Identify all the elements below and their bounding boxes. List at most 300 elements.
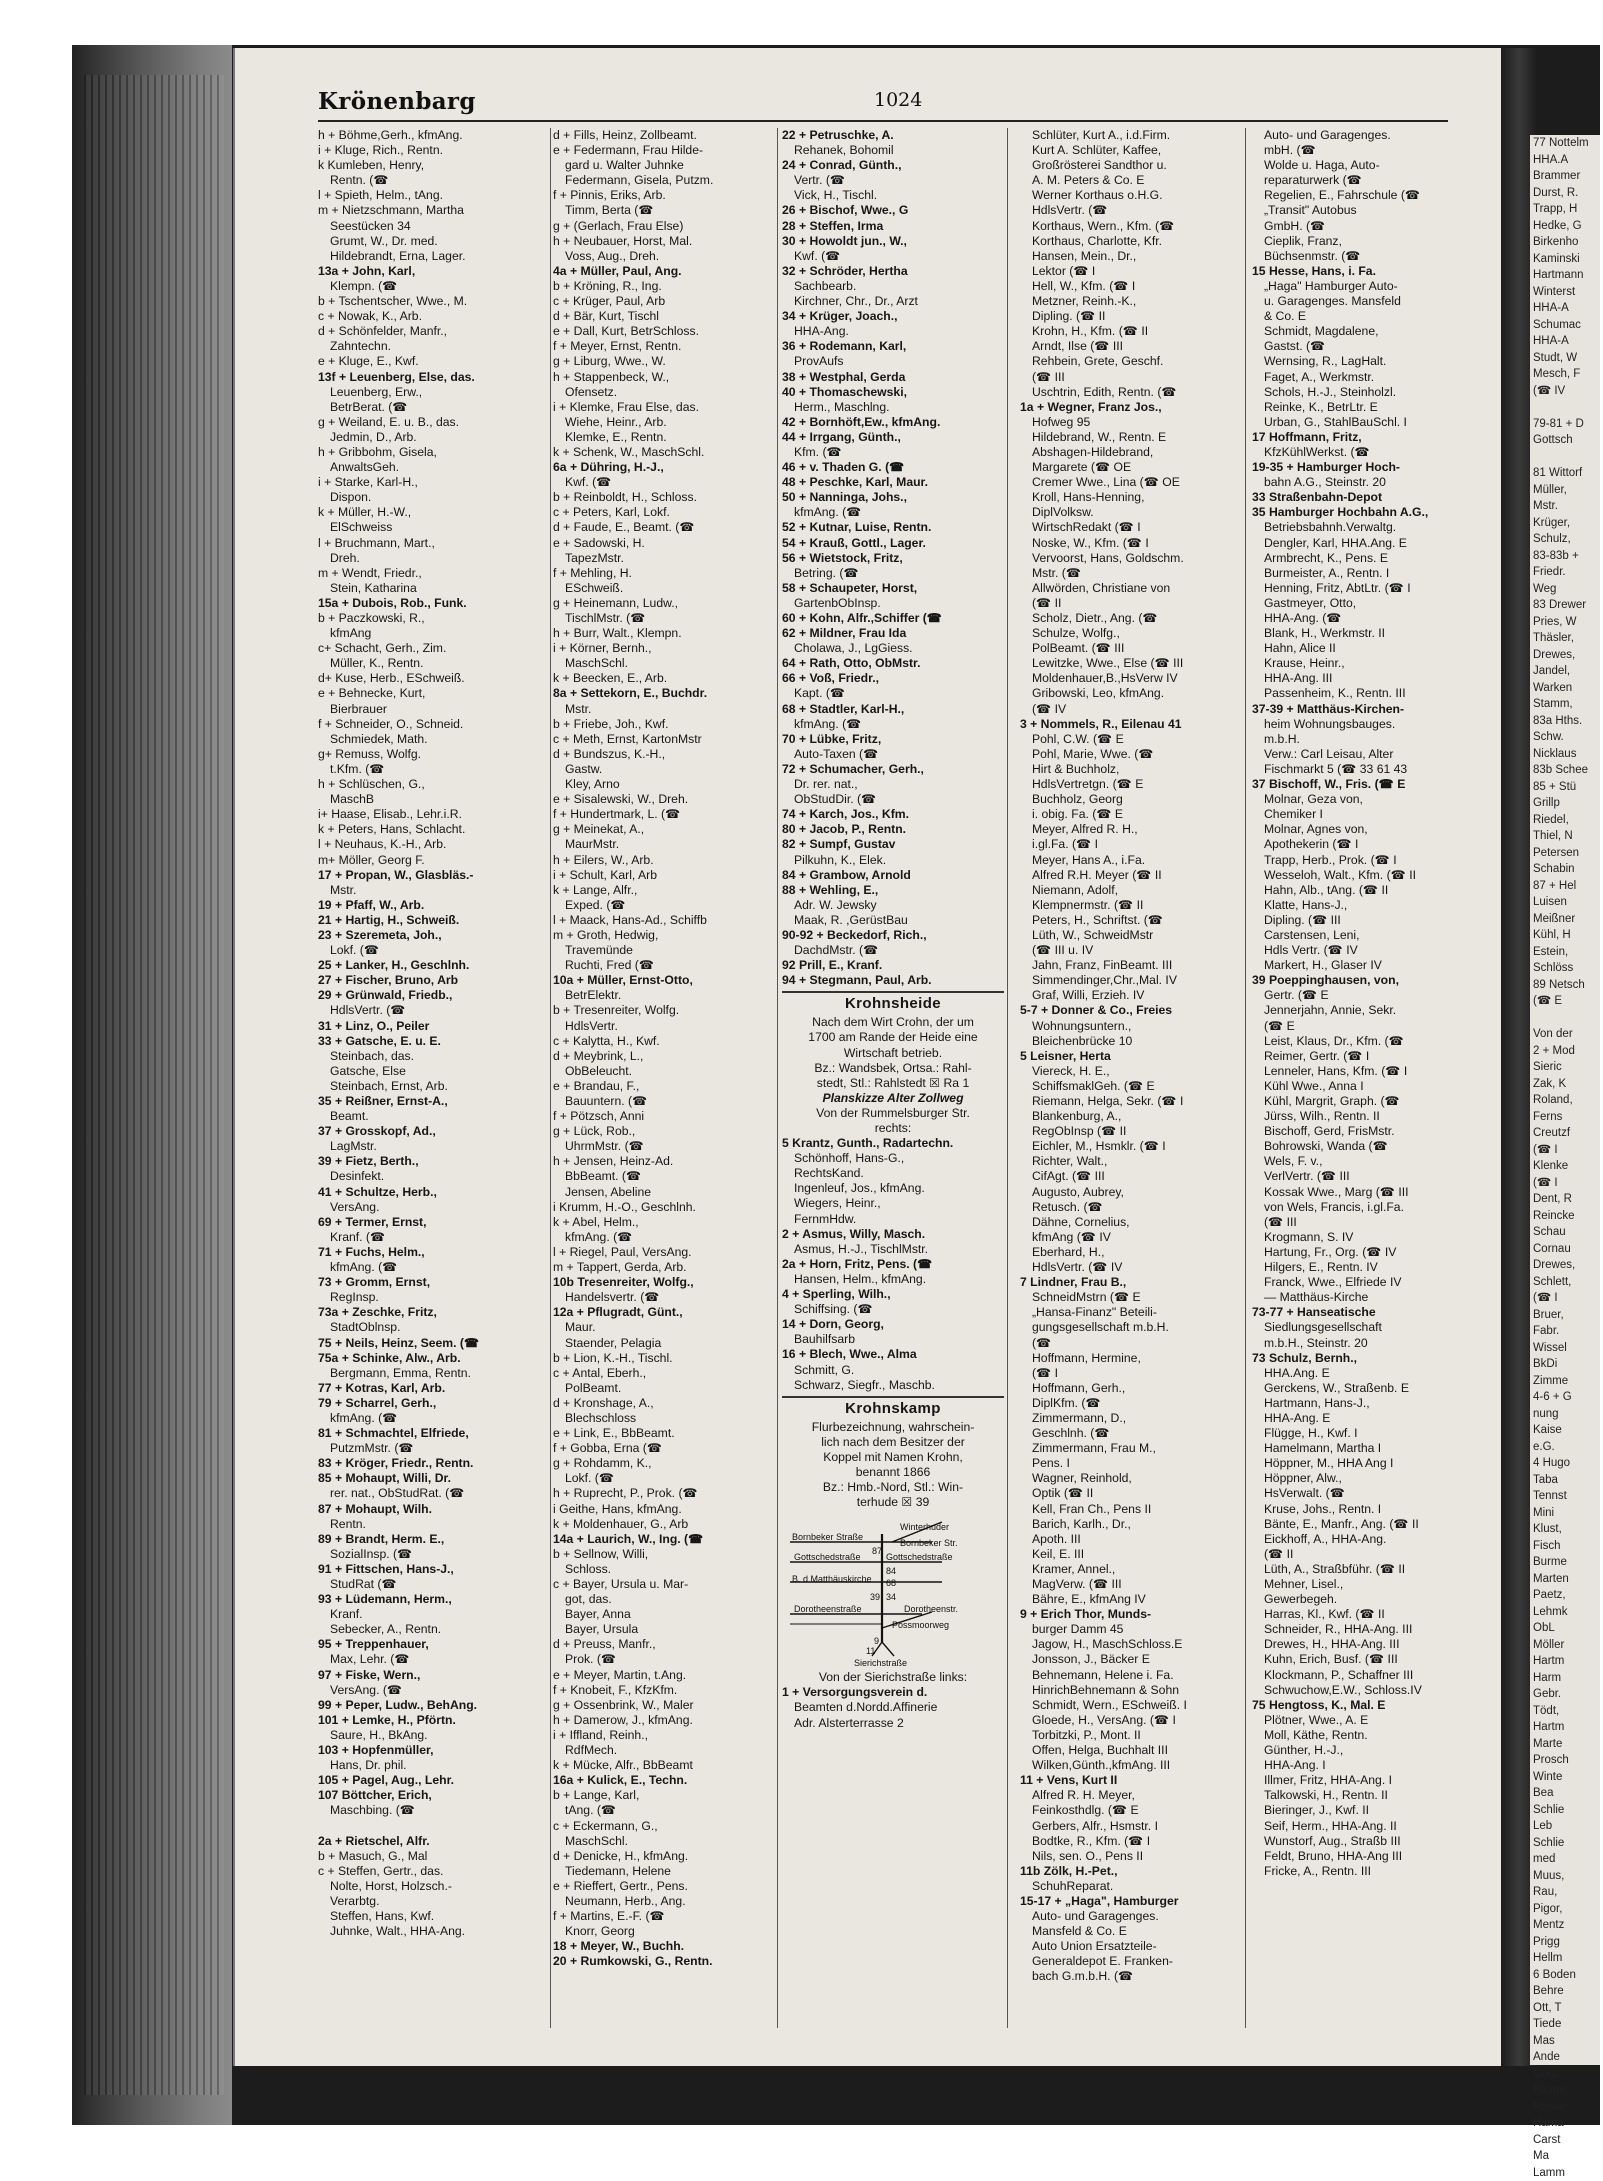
directory-entry-line: e + Brandau, F., — [553, 1079, 775, 1094]
directory-entry-line: 107 Böttcher, Erich, — [318, 1788, 548, 1803]
directory-entry-line: Trapp, Herb., Prok. (☎ I — [1252, 853, 1467, 868]
facing-page-line: Ande — [1533, 2049, 1603, 2066]
directory-entry-line: „Hansa-Finanz" Beteili- — [1020, 1305, 1242, 1320]
facing-page-line: Thäsler, — [1533, 630, 1603, 647]
map-label-n34: 34 — [886, 1590, 896, 1605]
directory-entry-line: Neumann, Herb., Ang. — [553, 1894, 775, 1909]
directory-entry-line: Cieplik, Franz, — [1252, 234, 1467, 249]
directory-entry-line: Wolde u. Haga, Auto- — [1252, 158, 1467, 173]
directory-entry-line: Bleichenbrücke 10 — [1020, 1034, 1242, 1049]
directory-entry-line: f + Mehling, H. — [553, 566, 775, 581]
directory-entry-line: i+ Haase, Elisab., Lehr.i.R. — [318, 807, 548, 822]
directory-entry-line: 25 + Lanker, H., Geschlnh. — [318, 958, 548, 973]
directory-entry-line: Hdls Vertr. (☎ IV — [1252, 943, 1467, 958]
directory-entry-line: Korthaus, Wern., Kfm. (☎ — [1020, 219, 1242, 234]
directory-entry-line: Apoth. III — [1020, 1532, 1242, 1547]
facing-page-line: Hartmann — [1533, 267, 1603, 284]
directory-entry-line: d + Bundszus, K.-H., — [553, 747, 775, 762]
directory-entry-line: m + Groth, Hedwig, — [553, 928, 775, 943]
directory-entry-line: 4 + Sperling, Wilh., — [782, 1287, 1004, 1302]
directory-entry-line: Graf, Willi, Erzieh. IV — [1020, 988, 1242, 1003]
directory-entry-line: Travemünde — [553, 943, 775, 958]
directory-entry-line: Juhnke, Walt., HHA-Ang. — [318, 1924, 548, 1939]
directory-entry-line: Jahn, Franz, FinBeamt. III — [1020, 958, 1242, 973]
map-label-bornbeker2: Bornbeker Str. — [900, 1536, 958, 1551]
facing-page-line: Mesch, F — [1533, 366, 1603, 383]
directory-entry-line: SozialInsp. (☎ — [318, 1547, 548, 1562]
directory-entry-line: 48 + Peschke, Karl, Maur. — [782, 475, 1004, 490]
directory-entry-line: Leuenberg, Erw., — [318, 385, 548, 400]
directory-entry-line: MaurMstr. — [553, 837, 775, 852]
directory-entry-line: Bz.: Wandsbek, Ortsa.: Rahl- — [782, 1061, 1004, 1076]
facing-page-line: Hartm — [1533, 1653, 1603, 1670]
directory-entry-line: d + Kronshage, A., — [553, 1396, 775, 1411]
directory-entry-line: 85 + Mohaupt, Willi, Dr. — [318, 1471, 548, 1486]
directory-entry-line: Buchholz, Georg — [1020, 792, 1242, 807]
directory-entry-line: Gastmeyer, Otto, — [1252, 596, 1467, 611]
directory-entry-line: RegObInsp (☎ II — [1020, 1124, 1242, 1139]
facing-page-line: Drewes, — [1533, 1257, 1603, 1274]
facing-page-line: (☎ I — [1533, 1290, 1603, 1307]
directory-entry-line: Timm, Berta (☎ — [553, 203, 775, 218]
directory-entry-line: 40 + Thomaschewski, — [782, 385, 1004, 400]
directory-entry-line: 62 + Mildner, Frau Ida — [782, 626, 1004, 641]
directory-entry-line: Desinfekt. — [318, 1169, 548, 1184]
directory-entry-line: Seestücken 34 — [318, 219, 548, 234]
directory-entry-line: Rehbein, Grete, Geschf. — [1020, 354, 1242, 369]
section-heading: Krohnsheide — [782, 991, 1004, 1015]
facing-page-line: 89 Netsch — [1533, 977, 1603, 994]
directory-entry-line: 82 + Sumpf, Gustav — [782, 837, 1004, 852]
directory-entry-line: Urban, G., StahlBauSchl. I — [1252, 415, 1467, 430]
facing-page-line: Bea — [1533, 1785, 1603, 1802]
directory-entry-line: 42 + Bornhöft,Ew., kfmAng. — [782, 415, 1004, 430]
facing-page-line: Prigg — [1533, 1934, 1603, 1951]
directory-entry-line: Maur. — [553, 1320, 775, 1335]
directory-entry-line: 77 + Kotras, Karl, Arb. — [318, 1381, 548, 1396]
directory-entry-line: d + Preuss, Manfr., — [553, 1637, 775, 1652]
directory-entry-line: UhrmMstr. (☎ — [553, 1139, 775, 1154]
directory-entry-line: Vick, H., Tischl. — [782, 188, 1004, 203]
facing-page-line: Kaminski — [1533, 251, 1603, 268]
facing-page-fragment — [1530, 135, 1600, 2065]
directory-entry-line: lich nach dem Besitzer der — [782, 1435, 1004, 1450]
facing-page-line: HHA-A — [1533, 300, 1603, 317]
directory-entry-line: 17 + Propan, W., Glasbläs.- — [318, 868, 548, 883]
directory-entry-line: Wiehe, Heinr., Arb. — [553, 415, 775, 430]
directory-entry-line: HinrichBehnemann & Sohn — [1020, 1683, 1242, 1698]
directory-entry-line: b + Kröning, R., Ing. — [553, 279, 775, 294]
directory-entry-line: A. M. Peters & Co. E — [1020, 173, 1242, 188]
directory-entry-line: g + Ossenbrink, W., Maler — [553, 1698, 775, 1713]
directory-entry-line: Behnemann, Helene i. Fa. — [1020, 1668, 1242, 1683]
directory-entry-line: Kurt A. Schlüter, Kaffee, — [1020, 143, 1242, 158]
directory-entry-line: 80 + Jacob, P., Rentn. — [782, 822, 1004, 837]
directory-entry-line: Peters, H., Schriftst. (☎ — [1020, 913, 1242, 928]
column-3 — [782, 128, 1004, 1731]
directory-entry-line: 83 + Kröger, Friedr., Rentn. — [318, 1456, 548, 1471]
directory-entry-line: f + Knobeit, F., KfzKfm. — [553, 1683, 775, 1698]
directory-entry-line: Viereck, H. E., — [1020, 1064, 1242, 1079]
directory-entry-line: Maschbing. (☎ — [318, 1803, 548, 1818]
directory-entry-line: Alfred R. H. Meyer, — [1020, 1788, 1242, 1803]
facing-page-line: Bruer, — [1533, 1307, 1603, 1324]
facing-page-line: Meißner — [1533, 911, 1603, 928]
directory-entry-line: reparaturwerk (☎ — [1252, 173, 1467, 188]
directory-entry-line: 74 + Karch, Jos., Kfm. — [782, 807, 1004, 822]
directory-entry-line: d + Meybrink, L., — [553, 1049, 775, 1064]
directory-entry-line: Kruse, Johs., Rentn. I — [1252, 1502, 1467, 1517]
directory-entry-line: kfmAng. (☎ — [318, 1260, 548, 1275]
directory-entry-line: Alfred R.H. Meyer (☎ II — [1020, 868, 1242, 883]
directory-entry-line: Höppner, M., HHA Ang I — [1252, 1456, 1467, 1471]
directory-entry-line: Generaldepot E. Franken- — [1020, 1954, 1242, 1969]
facing-page-line: 6 Boden — [1533, 1967, 1603, 1984]
directory-entry-line: Fischmarkt 5 (☎ 33 61 43 — [1252, 762, 1467, 777]
directory-entry-line: Bierbrauer — [318, 702, 548, 717]
directory-entry-line: Pohl, C.W. (☎ E — [1020, 732, 1242, 747]
facing-page-line: Müller, — [1533, 482, 1603, 499]
directory-entry-line: 15 Hesse, Hans, i. Fa. — [1252, 264, 1467, 279]
directory-entry-line: Jürss, Wilh., Rentn. II — [1252, 1109, 1467, 1124]
directory-entry-line: 38 + Westphal, Gerda — [782, 370, 1004, 385]
directory-entry-line: Schols, H.-J., Steinholzl. — [1252, 385, 1467, 400]
directory-entry-line: i + Schult, Karl, Arb — [553, 868, 775, 883]
directory-entry-line: HdlsVertr. (☎ — [1020, 203, 1242, 218]
facing-page-line: 77 Nottelm — [1533, 135, 1603, 152]
facing-page-line: e.G. — [1533, 1439, 1603, 1456]
facing-page-line: Ott, T — [1533, 2000, 1603, 2017]
directory-entry-line: h + Eilers, W., Arb. — [553, 853, 775, 868]
directory-entry-line: WirtschRedakt (☎ I — [1020, 520, 1242, 535]
directory-entry-line: Blechschloss — [553, 1411, 775, 1426]
directory-entry-line: HHA-Ang. (☎ — [1252, 611, 1467, 626]
facing-page-line: 83-83b + — [1533, 548, 1603, 565]
directory-entry-line: ElSchweiss — [318, 520, 548, 535]
directory-entry-line: Von der Sierichstraße links: — [782, 1670, 1004, 1685]
facing-page-line: Fisch — [1533, 1538, 1603, 1555]
facing-page-line: Ferns — [1533, 1109, 1603, 1126]
directory-entry-line: c + Eckermann, G., — [553, 1819, 775, 1834]
directory-entry-line: Wirtschaft betrieb. — [782, 1046, 1004, 1061]
directory-entry-line: Flurbezeichnung, wahrschein- — [782, 1420, 1004, 1435]
directory-entry-line: 105 + Pagel, Aug., Lehr. — [318, 1773, 548, 1788]
directory-entry-line: Schwuchow,E.W., Schloss.IV — [1252, 1683, 1467, 1698]
directory-entry-line: Kühl, Margrit, Graph. (☎ — [1252, 1094, 1467, 1109]
facing-page-line: 4-6 + G — [1533, 1389, 1603, 1406]
directory-entry-line: Auto Union Ersatzteile- — [1020, 1939, 1242, 1954]
facing-page-line: Dent, R — [1533, 1191, 1603, 1208]
column-divider — [550, 128, 551, 2028]
directory-entry-line: u. Garagenges. Mansfeld — [1252, 294, 1467, 309]
directory-entry-line: Apothekerin (☎ I — [1252, 837, 1467, 852]
directory-entry-line: Hilgers, E., Rentn. IV — [1252, 1260, 1467, 1275]
directory-entry-line: Chemiker I — [1252, 807, 1467, 822]
directory-entry-line: 10b Tresenreiter, Wolfg., — [553, 1275, 775, 1290]
directory-entry-line: c + Peters, Karl, Lokf. — [553, 505, 775, 520]
facing-page-line: Schabin — [1533, 861, 1603, 878]
facing-page-line: Burme — [1533, 1554, 1603, 1571]
directory-entry-line: Sebecker, A., Rentn. — [318, 1622, 548, 1637]
directory-entry-line: Bz.: Hmb.-Nord, Stl.: Win- — [782, 1480, 1004, 1495]
directory-entry-line: 14 + Dorn, Georg, — [782, 1317, 1004, 1332]
directory-entry-line: 94 + Stegmann, Paul, Arb. — [782, 973, 1004, 988]
directory-entry-line: Burmeister, A., Rentn. I — [1252, 566, 1467, 581]
facing-page-line: Schlöss — [1533, 960, 1603, 977]
facing-page-line: 81 Wittorf — [1533, 465, 1603, 482]
directory-entry-line: m.b.H., Steinstr. 20 — [1252, 1336, 1467, 1351]
directory-entry-line: m + Tappert, Gerda, Arb. — [553, 1260, 775, 1275]
directory-entry-line: got, das. — [553, 1592, 775, 1607]
directory-entry-line: (☎ E — [1252, 1019, 1467, 1034]
directory-entry-line: HHA-Ang. E — [1252, 1411, 1467, 1426]
directory-entry-line: g + Meinekat, A., — [553, 822, 775, 837]
directory-entry-line: 90-92 + Beckedorf, Rich., — [782, 928, 1004, 943]
directory-entry-line: l + Spieth, Helm., tAng. — [318, 188, 548, 203]
directory-entry-line: m + Wendt, Friedr., — [318, 566, 548, 581]
directory-entry-line: m+ Möller, Georg F. — [318, 853, 548, 868]
directory-entry-line: 18 + Meyer, W., Buchh. — [553, 1939, 775, 1954]
directory-entry-line: 31 + Linz, O., Peiler — [318, 1019, 548, 1034]
directory-entry-line: Zimmermann, D., — [1020, 1411, 1242, 1426]
directory-entry-line: 73a + Zeschke, Fritz, — [318, 1305, 548, 1320]
directory-entry-line: 13f + Leuenberg, Else, das. — [318, 370, 548, 385]
page-header — [248, 86, 1468, 122]
directory-entry-line: Mehner, Lisel., — [1252, 1577, 1467, 1592]
directory-entry-line: bach G.m.b.H. (☎ — [1020, 1969, 1242, 1984]
directory-entry-line: Cholawa, J., LgGiess. — [782, 641, 1004, 656]
directory-entry-line: Gatsche, Else — [318, 1064, 548, 1079]
directory-entry-line: g + Lück, Rob., — [553, 1124, 775, 1139]
facing-page-line: HHA-A — [1533, 333, 1603, 350]
directory-entry-line: CifAgt. (☎ III — [1020, 1169, 1242, 1184]
directory-entry-line: SchiffsmaklGeh. (☎ E — [1020, 1079, 1242, 1094]
directory-entry-line: 101 + Lemke, H., Pförtn. — [318, 1713, 548, 1728]
directory-entry-line: Armbrecht, K., Pens. E — [1252, 551, 1467, 566]
facing-page-line: Mentz — [1533, 1917, 1603, 1934]
facing-page-line: Schau — [1533, 1224, 1603, 1241]
directory-entry-line: 19 + Pfaff, W., Arb. — [318, 898, 548, 913]
directory-entry-line: Metzner, Reinh.-K., — [1020, 294, 1242, 309]
directory-entry-line: Prok. (☎ — [553, 1652, 775, 1667]
directory-entry-line: Bänte, E., Manfr., Ang. (☎ II — [1252, 1517, 1467, 1532]
directory-entry-line: i + Starke, Karl-H., — [318, 475, 548, 490]
map-label-n9: 9 — [874, 1634, 879, 1649]
directory-entry-line: 52 + Kutnar, Luise, Rentn. — [782, 520, 1004, 535]
directory-entry-line: Eberhard, H., — [1020, 1245, 1242, 1260]
book-left-edge — [72, 45, 232, 2125]
directory-entry-line: Bieringer, J., Kwf. II — [1252, 1803, 1467, 1818]
directory-entry-line: 84 + Grambow, Arnold — [782, 868, 1004, 883]
directory-entry-line: 66 + Voß, Friedr., — [782, 671, 1004, 686]
directory-entry-line: Kranf. — [318, 1607, 548, 1622]
directory-entry-line: Harras, Kl., Kwf. (☎ II — [1252, 1607, 1467, 1622]
directory-entry-line: 9 + Erich Thor, Munds- — [1020, 1607, 1242, 1622]
directory-entry-line: 93 + Lüdemann, Herm., — [318, 1592, 548, 1607]
directory-entry-line: c + Kalytta, H., Kwf. — [553, 1034, 775, 1049]
directory-entry-line: Schmiedek, Math. — [318, 732, 548, 747]
directory-entry-line: 4a + Müller, Paul, Ang. — [553, 264, 775, 279]
directory-entry-line: Bischoff, Gerd, FrisMstr. — [1252, 1124, 1467, 1139]
directory-entry-line: Auto- und Garagenges. — [1020, 1909, 1242, 1924]
directory-entry-line: 103 + Hopfenmüller, — [318, 1743, 548, 1758]
directory-entry-line: 95 + Treppenhauer, — [318, 1637, 548, 1652]
facing-page-line: Petersen — [1533, 845, 1603, 862]
directory-entry-line: Flügge, H., Kwf. I — [1252, 1426, 1467, 1441]
directory-entry-line: (☎ III — [1020, 370, 1242, 385]
directory-entry-line: Auto- und Garagenges. — [1252, 128, 1467, 143]
facing-page-line: Tiede — [1533, 2016, 1603, 2033]
directory-entry-line: Retusch. (☎ — [1020, 1200, 1242, 1215]
directory-entry-line: Schlüter, Kurt A., i.d.Firm. — [1020, 128, 1242, 143]
directory-entry-line: Werner Korthaus o.H.G. — [1020, 188, 1242, 203]
facing-page-line — [1533, 1010, 1603, 1027]
directory-entry-line: f + Meyer, Ernst, Rentn. — [553, 339, 775, 354]
directory-entry-line: kfmAng. (☎ — [782, 717, 1004, 732]
directory-entry-line: Klempn. (☎ — [318, 279, 548, 294]
directory-entry-line: c + Steffen, Gertr., das. — [318, 1864, 548, 1879]
directory-entry-line: (☎ IV — [1020, 702, 1242, 717]
directory-entry-line: f + Gobba, Erna (☎ — [553, 1441, 775, 1456]
directory-entry-line: Hahn, Alice II — [1252, 641, 1467, 656]
directory-entry-line: 68 + Stadtler, Karl-H., — [782, 702, 1004, 717]
directory-entry-line: MagVerw. (☎ III — [1020, 1577, 1242, 1592]
directory-entry-line: m + Nietzschmann, Martha — [318, 203, 548, 218]
facing-page-line: Creutzf — [1533, 1125, 1603, 1142]
directory-entry-line: Scholz, Dietr., Ang. (☎ — [1020, 611, 1242, 626]
directory-entry-line: Zahntechn. — [318, 339, 548, 354]
directory-entry-line: 64 + Rath, Otto, ObMstr. — [782, 656, 1004, 671]
directory-entry-line: c+ Schacht, Gerh., Zim. — [318, 641, 548, 656]
directory-entry-line: l + Neuhaus, K.-H., Arb. — [318, 837, 548, 852]
facing-page-line: HHA.A — [1533, 152, 1603, 169]
directory-entry-line: BetrElektr. — [553, 988, 775, 1003]
directory-entry-line: h + Schlüschen, G., — [318, 777, 548, 792]
directory-entry-line: GmbH. (☎ — [1252, 219, 1467, 234]
directory-entry-line: Hans, Dr. phil. — [318, 1758, 548, 1773]
directory-entry-line: gard u. Walter Juhnke — [553, 158, 775, 173]
directory-entry-line: e + Dall, Kurt, BetrSchloss. — [553, 324, 775, 339]
directory-entry-line: Wiegers, Heinr., — [782, 1196, 1004, 1211]
directory-entry-line: Stein, Katharina — [318, 581, 548, 596]
directory-entry-line: 1a + Wegner, Franz Jos., — [1020, 400, 1242, 415]
directory-entry-line: Mansfeld & Co. E — [1020, 1924, 1242, 1939]
directory-entry-line: Dr. rer. nat., — [782, 777, 1004, 792]
directory-entry-line: HHA.Ang. E — [1252, 1366, 1467, 1381]
directory-entry-line: e + Sisalewski, W., Dreh. — [553, 792, 775, 807]
directory-entry-line: d + Bär, Kurt, Tischl — [553, 309, 775, 324]
directory-entry-line: Vertr. (☎ — [782, 173, 1004, 188]
directory-entry-line: Lektor (☎ I — [1020, 264, 1242, 279]
directory-entry-line: Betriebsbahnh.Verwaltg. — [1252, 520, 1467, 535]
directory-entry-line: Rentn. (☎ — [318, 173, 548, 188]
directory-entry-line: RdfMech. — [553, 1743, 775, 1758]
map-label-n68: 68 — [886, 1576, 896, 1591]
directory-entry-line: 21 + Hartig, H., Schweiß. — [318, 913, 548, 928]
facing-page-line: Krüger, — [1533, 515, 1603, 532]
directory-entry-line: Bayer, Ursula — [553, 1622, 775, 1637]
directory-entry-line: 12a + Pflugradt, Günt., — [553, 1305, 775, 1320]
directory-entry-line: Kuhn, Erich, Busf. (☎ III — [1252, 1652, 1467, 1667]
directory-entry-line: b + Masuch, G., Mal — [318, 1849, 548, 1864]
directory-entry-line: 73-77 + Hanseatische — [1252, 1305, 1467, 1320]
directory-entry-line: Pens. I — [1020, 1456, 1242, 1471]
facing-page-line: Hartm — [1533, 1719, 1603, 1736]
directory-entry-line: kfmAng. (☎ — [782, 505, 1004, 520]
directory-entry-line: 75a + Schinke, Alw., Arb. — [318, 1351, 548, 1366]
directory-entry-line: 37-39 + Matthäus-Kirchen- — [1252, 702, 1467, 717]
directory-entry-line: e + Link, E., BbBeamt. — [553, 1426, 775, 1441]
directory-entry-line: rer. nat., ObStudRat. (☎ — [318, 1486, 548, 1501]
facing-page-line: Mini — [1533, 1505, 1603, 1522]
facing-page-line: Behre — [1533, 1983, 1603, 2000]
directory-entry-line: h + Burr, Walt., Klempn. — [553, 626, 775, 641]
facing-page-line — [1533, 399, 1603, 416]
directory-entry-line: 69 + Termer, Ernst, — [318, 1215, 548, 1230]
directory-entry-line: 81 + Schmachtel, Elfriede, — [318, 1426, 548, 1441]
directory-entry-line: h + Böhme,Gerh., kfmAng. — [318, 128, 548, 143]
directory-entry-line: Kell, Fran Ch., Pens II — [1020, 1502, 1242, 1517]
directory-entry-line: 75 Hengtoss, K., Mal. E — [1252, 1698, 1467, 1713]
directory-entry-line: Torbitzki, P., Mont. II — [1020, 1728, 1242, 1743]
directory-entry-line: Hirt & Buchholz, — [1020, 762, 1242, 777]
directory-entry-line: HHA-Ang. I — [1252, 1758, 1467, 1773]
facing-page-line: Marten — [1533, 1571, 1603, 1588]
directory-entry-line: 60 + Kohn, Alfr.,Schiffer (☎ — [782, 611, 1004, 626]
directory-entry-line: e + Sadowski, H. — [553, 536, 775, 551]
directory-entry-line: Max, Lehr. (☎ — [318, 1652, 548, 1667]
directory-entry-line: 46 + v. Thaden G. (☎ — [782, 460, 1004, 475]
map-label-matthaeus: B. d Matthäuskirche — [792, 1572, 872, 1587]
directory-entry-line: Fricke, A., Rentn. III — [1252, 1864, 1467, 1879]
directory-entry-line: g + Weiland, E. u. B., das. — [318, 415, 548, 430]
directory-entry-line: Moldenhauer,B.,HsVerw IV — [1020, 671, 1242, 686]
directory-entry-line: i + Klemke, Frau Else, das. — [553, 400, 775, 415]
facing-page-line: Studt, W — [1533, 350, 1603, 367]
map-label-dorothee2: Dorotheenstr. — [904, 1602, 958, 1617]
directory-entry-line: Großrösterei Sandthor u. — [1020, 158, 1242, 173]
directory-entry-line: d + Schönfelder, Manfr., — [318, 324, 548, 339]
directory-entry-line: Hansen, Helm., kfmAng. — [782, 1272, 1004, 1287]
directory-entry-line: — Matthäus-Kirche — [1252, 1290, 1467, 1305]
facing-page-line: Tennst — [1533, 1488, 1603, 1505]
facing-page-line: Thiel, N — [1533, 828, 1603, 845]
directory-entry-line: k Kumleben, Henry, — [318, 158, 548, 173]
directory-entry-line: DachdMstr. (☎ — [782, 943, 1004, 958]
directory-entry-line: MaschB — [318, 792, 548, 807]
directory-entry-line: Kley, Arno — [553, 777, 775, 792]
directory-entry-line: SchneidMstrn (☎ E — [1020, 1290, 1242, 1305]
directory-entry-line: Allwörden, Christiane von — [1020, 581, 1242, 596]
column-divider — [777, 128, 778, 2028]
directory-entry-line: 73 Schulz, Bernh., — [1252, 1351, 1467, 1366]
directory-entry-line: 22 + Petruschke, A. — [782, 128, 1004, 143]
facing-page-line: Hedke, G — [1533, 218, 1603, 235]
directory-entry-line: Wohnungsuntern., — [1020, 1019, 1242, 1034]
directory-entry-line: Krogmann, S. IV — [1252, 1230, 1467, 1245]
facing-page-line: 79-81 + D — [1533, 416, 1603, 433]
directory-entry-line: VerlVertr. (☎ III — [1252, 1169, 1467, 1184]
facing-page-line: 4 Hugo — [1533, 1455, 1603, 1472]
facing-page-line: Jandel, — [1533, 663, 1603, 680]
directory-entry-line: 28 + Steffen, Irma — [782, 219, 1004, 234]
facing-page-line: Weg — [1533, 581, 1603, 598]
facing-page-line: Wissel — [1533, 1340, 1603, 1357]
directory-entry-line: Verw.: Carl Leisau, Alter — [1252, 747, 1467, 762]
directory-entry-line: (☎ II — [1252, 1547, 1467, 1562]
directory-entry-line: Ruchti, Fred (☎ — [553, 958, 775, 973]
directory-entry-line: 8a + Settekorn, E., Buchdr. — [553, 686, 775, 701]
